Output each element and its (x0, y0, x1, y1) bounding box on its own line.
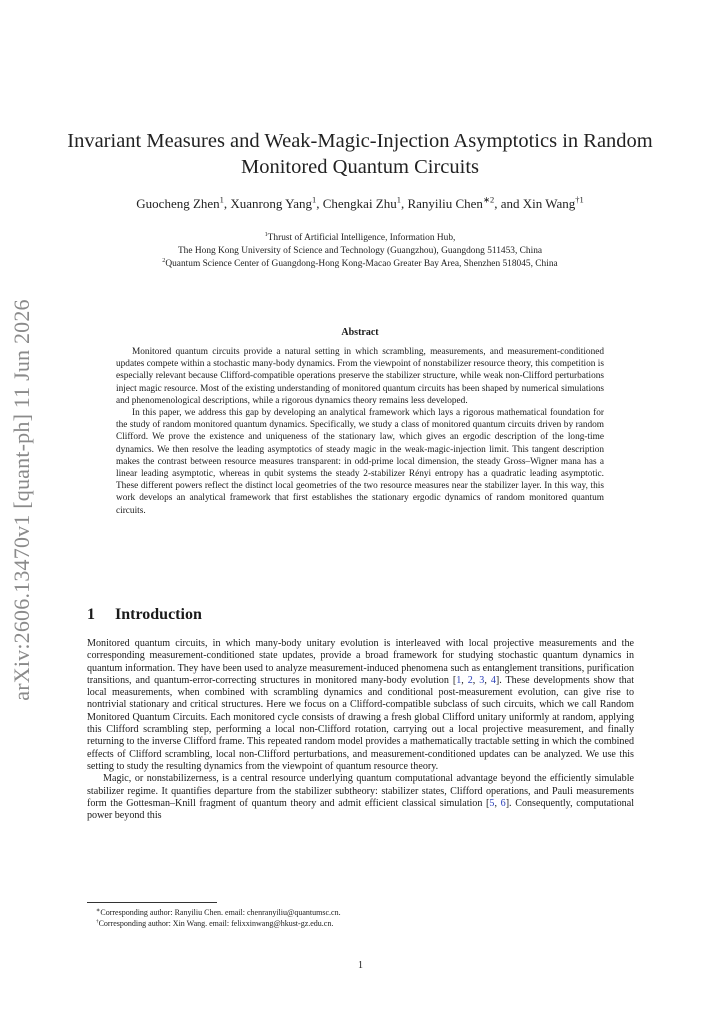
section-title: Introduction (115, 606, 202, 623)
citation-link[interactable]: 2 (467, 674, 473, 686)
citation-separator: , (472, 674, 480, 686)
section-heading (87, 606, 202, 624)
citation-link[interactable]: 3 (479, 674, 485, 686)
arxiv-identifier: arXiv:2606.13470v1 [quant-ph] 11 Jun 2026 (9, 299, 34, 701)
author-affiliation-mark: †1 (575, 194, 584, 205)
author-list (60, 196, 660, 212)
author-name: Xin Wang (522, 196, 576, 211)
body-text-run: ]. Consequently, computational power beyond this (87, 797, 634, 822)
citation-link[interactable]: 5 (489, 797, 495, 809)
author-separator: , (494, 196, 501, 211)
body-text-run: Magic, or nonstabilizerness, is a central resource underlying quantum computational advantage beyond the efficiently simulable stabilizer regime. It quantifies departure from the stabilizer subtheory: stabilizer states, Clifford operations, and Pauli measurements form the Gottesman–Knill fragment of quantum theory and admit efficient classical simulation [ (87, 773, 634, 809)
page-number: 1 (358, 960, 363, 971)
footnote-mark: † (96, 918, 99, 925)
footnote-text: Corresponding author: Ranyiliu Chen. email: chenranyiliu@quantumsc.cn. (100, 908, 341, 917)
author-affiliation-mark: 1 (219, 194, 224, 205)
author-name: Ranyiliu Chen (407, 196, 483, 211)
footnotes (96, 907, 341, 929)
author-separator: , (223, 196, 231, 211)
author-separator: , (316, 196, 323, 211)
author-name: Xuanrong Yang (230, 196, 313, 211)
author-conjunction: and (500, 196, 520, 211)
body-paragraph (87, 638, 634, 773)
affiliation-mark: 1 (264, 231, 268, 238)
citation-link[interactable]: 4 (490, 674, 496, 686)
affiliation-1-line-2: The Hong Kong University of Science and Technology (Guangzhou), Guangdong 511453, China (177, 246, 543, 256)
footnote (96, 918, 341, 929)
footnote-text: Corresponding author: Xin Wang. email: felixxinwang@hkust-gz.edu.cn. (98, 919, 334, 928)
body-text-run: Monitored quantum circuits, in which many-body unitary evolution is interleaved with local projective measurements and the corresponding measurement-conditioned state updates, provide a broad framework for studying stochastic quantum dynamics in quantum information. They have been used to analyze measurement-induced phenomena such as entanglement transitions, purification transitions, and quantum-error-correcting structures in monitored many-body evolution [ (87, 638, 634, 686)
abstract (116, 346, 604, 517)
affiliations (60, 232, 660, 271)
paper-title: Invariant Measures and Weak-Magic-Injection Asymptotics in Random Monitored Quantum Circuits (67, 130, 653, 178)
citation-link[interactable]: 1 (456, 674, 462, 686)
affiliation-1-line-1: Thrust of Artificial Intelligence, Information Hub, (267, 233, 456, 243)
footnote (96, 907, 341, 918)
affiliation-mark: 2 (162, 257, 166, 264)
abstract-paragraph: Monitored quantum circuits provide a natural setting in which scrambling, measurements, and measurement-conditioned updates compete within a stochastic many-body dynamics. From the viewpoint of nonstabilizer resource theory, this competition is especially relevant because Clifford-compatible operations preserve the stabilizer structure, while weak non-Clifford perturbations inject magic resource. Most of the existing understanding of monitored quantum circuits has been shaped by numerical simulations and phenomenological descriptions, while a rigorous dynamics theory remains less developed. (116, 347, 604, 406)
author-separator: , (400, 196, 408, 211)
author-name: Chengkai Zhu (322, 196, 397, 211)
affiliation-2: Quantum Science Center of Guangdong-Hong Kong-Macao Greater Bay Area, Shenzhen 518045, China (165, 259, 558, 269)
citation-separator: , (484, 674, 491, 686)
body-text (87, 638, 634, 822)
author-affiliation-mark: ∗2 (482, 194, 495, 205)
section-number: 1 (87, 606, 95, 623)
footnote-mark: ∗ (96, 907, 101, 914)
citation-link[interactable]: 6 (500, 797, 506, 809)
author-name: Guocheng Zhen (136, 196, 220, 211)
author-affiliation-mark: 1 (312, 194, 317, 205)
footnote-rule (87, 902, 217, 903)
abstract-heading: Abstract (341, 327, 379, 338)
body-paragraph (87, 773, 634, 822)
abstract-paragraph: In this paper, we address this gap by developing an analytical framework which lays a rigorous mathematical foundation for the study of random monitored quantum dynamics. Specifically, we study a class of monitored quantum circuits driven by random Clifford. We prove the existence and uniqueness of the stationary law, which gives an ergodic description of the long-time dynamics. We then resolve the leading asymptotics of steady magic in the weak-magic-injection limit. This tangent description makes the contrast between resource measures transparent: in odd-prime local dimension, the steady Gross–Wigner mana has a linear leading asymptotic, whereas in qubit systems the steady 2-stabilizer Rényi entropy has a quadratic leading asymptotic. These different powers reflect the distinct local geometries of the two resource measures near the stabilizer layer. In this way, this work develops an analytical framework that first establishes the stationary ergodic dynamics of random monitored quantum circuits. (116, 408, 604, 516)
citation-separator: , (494, 797, 501, 809)
body-text-run: ]. These developments show that local measurements, when combined with scrambling dynamics and conditional post-measurement evolution, can give rise to nontrivial stationary and critical structures. Here we focus on a Clifford-compatible subclass of such circuits, which we call Random Monitored Quantum Circuits. Each monitored cycle consists of drawing a fresh global Clifford unitary uniformly at random, applying this Clifford scrambling step, performing a local non-Clifford rotation, carrying out a local projective measurement, and finally returning to the inverse Clifford frame. This repeated random model provides a mathematically tractable setting in which the combined effects of Clifford scrambling, local non-Clifford perturbations, and measurement-conditioned updates can be analyzed. We use this setting to study the resulting dynamics from the viewpoint of quantum resource theory. (87, 674, 634, 772)
author-affiliation-mark: 1 (396, 194, 401, 205)
citation-separator: , (461, 674, 468, 686)
